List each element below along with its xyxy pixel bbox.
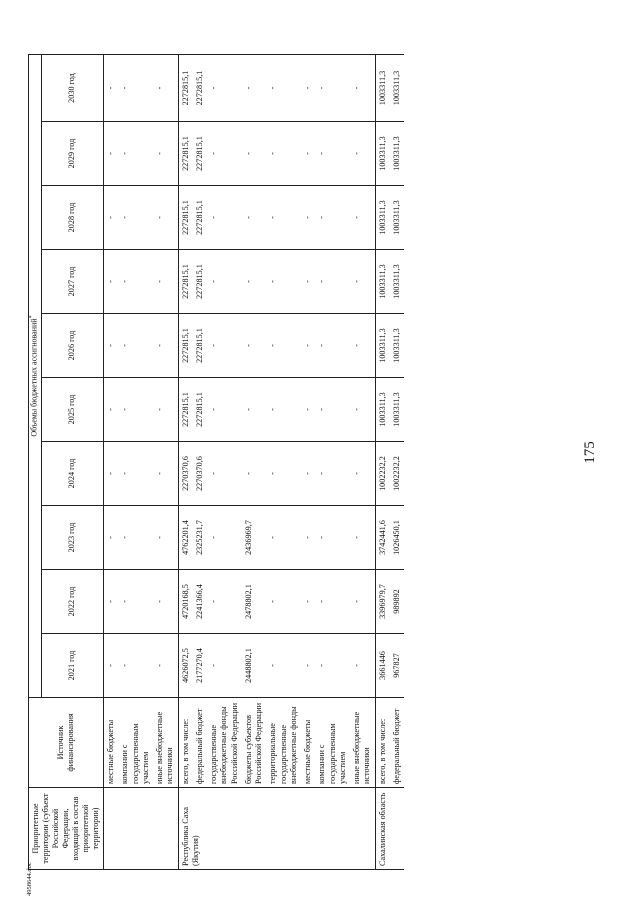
value-cell: 2436969,7 bbox=[242, 506, 267, 570]
value-cell: - bbox=[315, 250, 350, 314]
value-cell: - bbox=[104, 442, 119, 506]
value-cell: - bbox=[266, 634, 301, 698]
source-cell: компании с государственным участием bbox=[118, 698, 153, 788]
value-cell: - bbox=[301, 634, 315, 698]
territory-cell: Республика Саха (Якутия) bbox=[178, 788, 375, 870]
value-cell: - bbox=[301, 55, 315, 122]
source-cell: компании с государственным участием bbox=[315, 698, 350, 788]
value-cell: - bbox=[266, 186, 301, 250]
value-cell: - bbox=[266, 378, 301, 442]
value-cell: - bbox=[315, 55, 350, 122]
value-cell: 1002232,2 bbox=[375, 442, 390, 506]
value-cell: 1003311,3 bbox=[390, 122, 404, 186]
value-cell: 2272815,1 bbox=[193, 378, 207, 442]
value-cell: - bbox=[207, 570, 242, 634]
value-cell: 1003311,3 bbox=[375, 250, 390, 314]
value-cell: - bbox=[118, 634, 153, 698]
source-cell: федеральный бюджет bbox=[390, 698, 404, 788]
value-cell: 4626072,5 bbox=[178, 634, 193, 698]
value-cell: - bbox=[153, 314, 178, 378]
table-row bbox=[178, 55, 193, 870]
value-cell: - bbox=[104, 250, 119, 314]
value-cell: - bbox=[266, 570, 301, 634]
value-cell: - bbox=[104, 378, 119, 442]
value-cell: - bbox=[315, 122, 350, 186]
value-cell: - bbox=[207, 122, 242, 186]
header-year: 2022 год bbox=[41, 570, 103, 634]
value-cell: 1003311,3 bbox=[390, 378, 404, 442]
source-cell: государственные внебюджетные фонды Российской Федерации bbox=[207, 698, 242, 788]
value-cell: 4720168,5 bbox=[178, 570, 193, 634]
value-cell: - bbox=[301, 250, 315, 314]
value-cell: - bbox=[350, 378, 375, 442]
header-year: 2027 год bbox=[41, 250, 103, 314]
value-cell: - bbox=[207, 378, 242, 442]
value-cell: 2241366,4 bbox=[193, 570, 207, 634]
territory-cell bbox=[104, 788, 179, 870]
value-cell: 2272815,1 bbox=[193, 55, 207, 122]
table-row bbox=[118, 55, 153, 870]
source-cell: территориальные государственные внебюджетные фонды bbox=[266, 698, 301, 788]
source-cell: федеральный бюджет bbox=[193, 698, 207, 788]
value-cell: 1026450,1 bbox=[390, 506, 404, 570]
value-cell: - bbox=[301, 186, 315, 250]
value-cell: 3396979,7 bbox=[375, 570, 390, 634]
source-cell: иные внебюджетные источники bbox=[153, 698, 178, 788]
value-cell: - bbox=[104, 55, 119, 122]
table-row bbox=[315, 55, 350, 870]
value-cell: 1003311,3 bbox=[390, 250, 404, 314]
value-cell: - bbox=[207, 250, 242, 314]
source-cell: местные бюджеты bbox=[301, 698, 315, 788]
value-cell: - bbox=[118, 570, 153, 634]
value-cell: - bbox=[315, 634, 350, 698]
value-cell: - bbox=[153, 634, 178, 698]
value-cell: 1003311,3 bbox=[375, 122, 390, 186]
value-cell: - bbox=[301, 442, 315, 506]
budget-table bbox=[28, 54, 404, 870]
value-cell: - bbox=[118, 314, 153, 378]
value-cell: 1003311,3 bbox=[390, 55, 404, 122]
value-cell: - bbox=[104, 314, 119, 378]
value-cell: 2448802,1 bbox=[242, 634, 267, 698]
value-cell: - bbox=[315, 378, 350, 442]
document-id: 4958644.doc bbox=[26, 862, 33, 896]
value-cell: - bbox=[266, 314, 301, 378]
header-year: 2030 год bbox=[41, 55, 103, 122]
header-year: 2028 год bbox=[41, 186, 103, 250]
source-cell: всего, в том числе: bbox=[375, 698, 390, 788]
value-cell: - bbox=[118, 122, 153, 186]
value-cell: - bbox=[153, 506, 178, 570]
value-cell: - bbox=[266, 250, 301, 314]
value-cell: - bbox=[153, 250, 178, 314]
value-cell: - bbox=[153, 442, 178, 506]
value-cell: - bbox=[242, 442, 267, 506]
value-cell: 1002232,2 bbox=[390, 442, 404, 506]
value-cell: - bbox=[118, 506, 153, 570]
source-cell: местные бюджеты bbox=[104, 698, 119, 788]
value-cell: - bbox=[207, 634, 242, 698]
header-year: 2025 год bbox=[41, 378, 103, 442]
value-cell: - bbox=[315, 570, 350, 634]
value-cell: - bbox=[266, 506, 301, 570]
value-cell: 989892 bbox=[390, 570, 404, 634]
value-cell: - bbox=[207, 442, 242, 506]
value-cell: - bbox=[350, 442, 375, 506]
header-group bbox=[29, 55, 42, 698]
value-cell: 2272815,1 bbox=[193, 314, 207, 378]
value-cell: 1003311,3 bbox=[390, 186, 404, 250]
value-cell: - bbox=[242, 186, 267, 250]
value-cell: - bbox=[207, 506, 242, 570]
value-cell: - bbox=[350, 122, 375, 186]
value-cell: - bbox=[153, 186, 178, 250]
value-cell: 2272815,1 bbox=[193, 250, 207, 314]
header-group-label: Объемы бюджетных ассигнований bbox=[30, 318, 40, 437]
value-cell: 1003311,3 bbox=[375, 55, 390, 122]
table-row bbox=[350, 55, 375, 870]
value-cell: - bbox=[118, 250, 153, 314]
source-cell: иные внебюджетные источники bbox=[350, 698, 375, 788]
table-row bbox=[242, 55, 267, 870]
value-cell: 2270370,6 bbox=[178, 442, 193, 506]
header-year: 2021 год bbox=[41, 634, 103, 698]
value-cell: 1003311,3 bbox=[375, 378, 390, 442]
value-cell: - bbox=[242, 314, 267, 378]
value-cell: - bbox=[242, 55, 267, 122]
header-group-mark: * bbox=[29, 315, 36, 319]
header-source: Источник финансирования bbox=[29, 698, 104, 788]
value-cell: - bbox=[153, 378, 178, 442]
value-cell: - bbox=[118, 186, 153, 250]
value-cell: 1003311,3 bbox=[390, 314, 404, 378]
value-cell: - bbox=[350, 570, 375, 634]
value-cell: 2272815,1 bbox=[178, 250, 193, 314]
value-cell: 4762201,4 bbox=[178, 506, 193, 570]
value-cell: - bbox=[350, 55, 375, 122]
value-cell: - bbox=[207, 314, 242, 378]
page-number: 175 bbox=[582, 441, 598, 464]
table-row bbox=[301, 55, 315, 870]
value-cell: 2270370,6 bbox=[193, 442, 207, 506]
value-cell: - bbox=[242, 122, 267, 186]
source-cell: всего, в том числе: bbox=[178, 698, 193, 788]
territory-cell: Сахалинская область bbox=[375, 788, 404, 870]
value-cell: - bbox=[301, 506, 315, 570]
value-cell: - bbox=[207, 55, 242, 122]
value-cell: 3661446 bbox=[375, 634, 390, 698]
source-cell: бюджеты субъектов Российской Федерации bbox=[242, 698, 267, 788]
value-cell: - bbox=[350, 634, 375, 698]
value-cell: - bbox=[104, 186, 119, 250]
value-cell: 2478802,1 bbox=[242, 570, 267, 634]
value-cell: 2272815,1 bbox=[178, 314, 193, 378]
value-cell: - bbox=[104, 506, 119, 570]
value-cell: - bbox=[118, 442, 153, 506]
value-cell: - bbox=[104, 570, 119, 634]
value-cell: - bbox=[242, 378, 267, 442]
value-cell: 1003311,3 bbox=[375, 314, 390, 378]
value-cell: - bbox=[301, 570, 315, 634]
header-year: 2026 год bbox=[41, 314, 103, 378]
value-cell: - bbox=[104, 634, 119, 698]
header-territory: Приоритетные территории (субъект Российской Федерации, входящий в состав приоритетной территории) bbox=[29, 788, 104, 870]
value-cell: 2272815,1 bbox=[193, 186, 207, 250]
value-cell: 2272815,1 bbox=[193, 122, 207, 186]
value-cell: - bbox=[315, 506, 350, 570]
value-cell: 1003311,3 bbox=[375, 186, 390, 250]
value-cell: 2177270,4 bbox=[193, 634, 207, 698]
value-cell: - bbox=[153, 570, 178, 634]
value-cell: - bbox=[153, 55, 178, 122]
value-cell: - bbox=[350, 250, 375, 314]
value-cell: - bbox=[266, 442, 301, 506]
table-row bbox=[390, 55, 404, 870]
rotated-page bbox=[28, 35, 618, 870]
header-year: 2029 год bbox=[41, 122, 103, 186]
value-cell: - bbox=[118, 55, 153, 122]
value-cell: - bbox=[301, 314, 315, 378]
value-cell: - bbox=[350, 506, 375, 570]
value-cell: - bbox=[266, 55, 301, 122]
header-year: 2024 год bbox=[41, 442, 103, 506]
value-cell: - bbox=[301, 122, 315, 186]
table-row bbox=[207, 55, 242, 870]
value-cell: - bbox=[350, 314, 375, 378]
table-row bbox=[375, 55, 390, 870]
value-cell: - bbox=[104, 122, 119, 186]
value-cell: 2325231,7 bbox=[193, 506, 207, 570]
value-cell: - bbox=[315, 442, 350, 506]
value-cell: 3742441,6 bbox=[375, 506, 390, 570]
value-cell: 2272815,1 bbox=[178, 122, 193, 186]
table-row bbox=[266, 55, 301, 870]
value-cell: 2272815,1 bbox=[178, 186, 193, 250]
value-cell: 2272815,1 bbox=[178, 55, 193, 122]
value-cell: - bbox=[153, 122, 178, 186]
value-cell: 967827 bbox=[390, 634, 404, 698]
value-cell: - bbox=[301, 378, 315, 442]
value-cell: - bbox=[315, 314, 350, 378]
header-year: 2023 год bbox=[41, 506, 103, 570]
value-cell: - bbox=[315, 186, 350, 250]
table-row bbox=[104, 55, 119, 870]
value-cell: - bbox=[242, 250, 267, 314]
value-cell: - bbox=[118, 378, 153, 442]
value-cell: 2272815,1 bbox=[178, 378, 193, 442]
value-cell: - bbox=[350, 186, 375, 250]
table-row bbox=[153, 55, 178, 870]
value-cell: - bbox=[207, 186, 242, 250]
table-row bbox=[193, 55, 207, 870]
value-cell: - bbox=[266, 122, 301, 186]
